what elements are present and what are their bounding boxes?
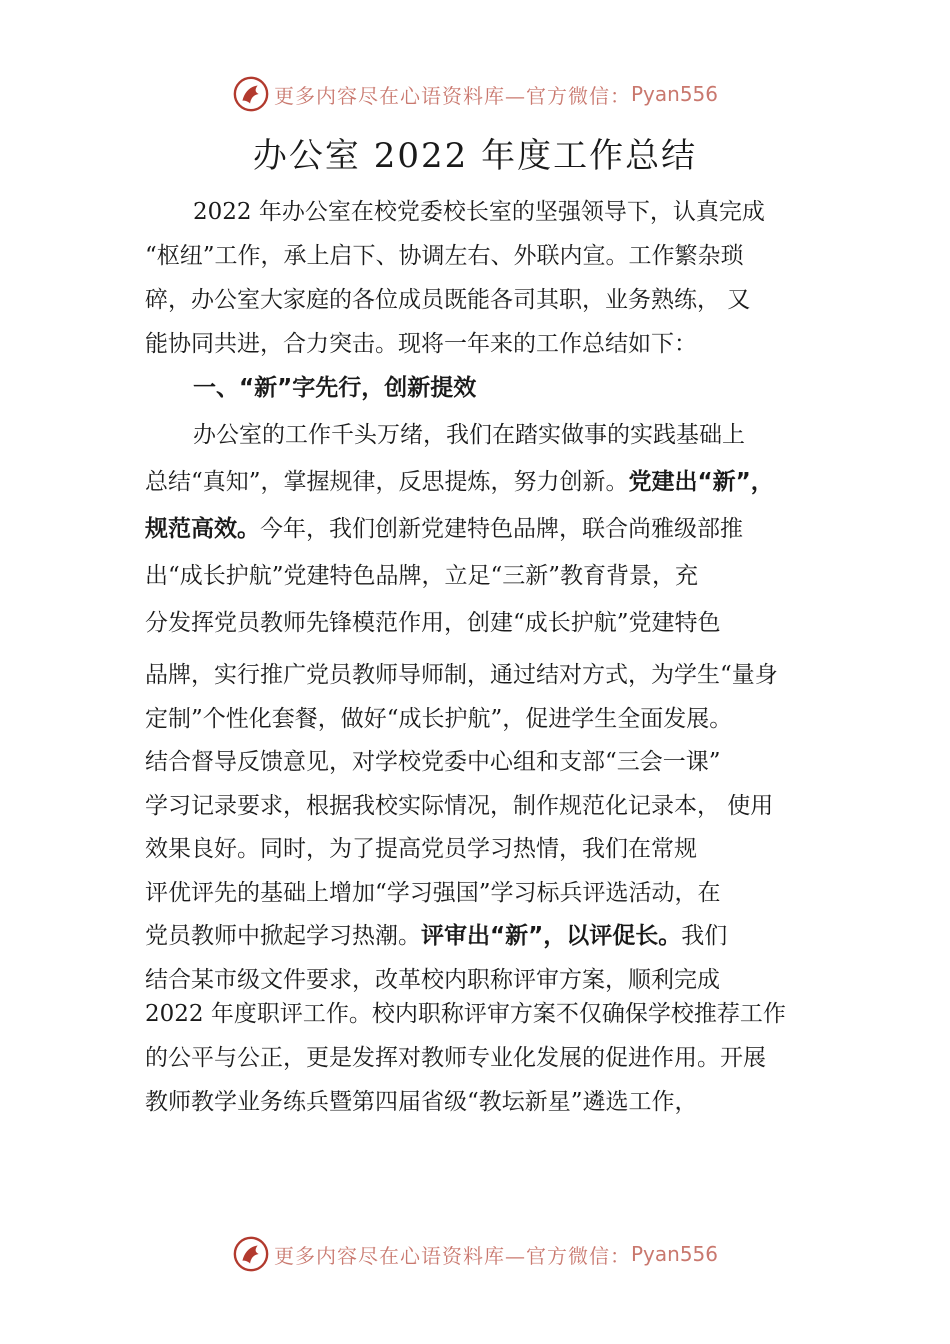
body-line: 分发挥党员教师先锋模范作用，创建“成长护航”党建特色 xyxy=(145,610,721,636)
section-1-body-end xyxy=(145,992,825,1124)
watermark-id: Pyan556 xyxy=(630,1242,718,1266)
bold-highlight: 党建出“新”， xyxy=(628,469,774,495)
watermark-text: 更多内容尽在心语资料库—官方微信： xyxy=(273,83,631,108)
body-text: 今年，我们创新党建特色品牌，联合尚雅级部推 xyxy=(260,516,743,542)
bold-highlight: 规范高效。 xyxy=(145,516,260,542)
section-1-heading: 一、“新”字先行，创新提效 xyxy=(193,375,477,401)
watermark-header xyxy=(0,72,950,116)
intro-line: 能协同共进，合力突击。现将一年来的工作总结如下： xyxy=(145,331,697,357)
body-line xyxy=(145,506,825,553)
section-1-body xyxy=(145,412,825,647)
body-line: 学习记录要求，根据我校实际情况，制作规范化记录本， 使用 xyxy=(145,792,774,819)
body-text: 我们 xyxy=(681,923,728,949)
body-line: 结合督导反馈意见，对学校党委中心组和支部“三会一课” xyxy=(145,749,721,775)
watermark-footer xyxy=(0,1232,950,1276)
intro-line: 碎，办公室大家庭的各位成员既能各司其职，业务熟练， 又 xyxy=(145,287,751,313)
horse-logo-icon xyxy=(232,75,270,113)
body-line: 2022 年度职评工作。校内职称评审方案不仅确保学校推荐工作 xyxy=(145,1001,786,1027)
body-line: 评优评先的基础上增加“学习强国”学习标兵评选活动，在 xyxy=(145,879,721,906)
intro-paragraph xyxy=(145,190,825,366)
section-1-body-cont xyxy=(145,654,825,1002)
watermark-text: 更多内容尽在心语资料库—官方微信： xyxy=(273,1243,631,1268)
body-line: 的公平与公正，更是发挥对教师专业化发展的促进作用。开展 xyxy=(145,1045,766,1071)
intro-line: 2022 年办公室在校党委校长室的坚强领导下，认真完成 xyxy=(193,199,765,225)
body-text: 党员教师中掀起学习热潮。 xyxy=(145,923,421,949)
body-line: 效果良好。同时，为了提高党员学习热情，我们在常规 xyxy=(145,836,697,862)
bold-highlight: 评审出“新”，以评促长。 xyxy=(421,923,682,949)
body-text: 总结“真知”，掌握规律，反思提炼，努力创新。 xyxy=(145,469,629,495)
body-line: 定制”个性化套餐，做好“成长护航”，促进学生全面发展。 xyxy=(145,705,733,732)
body-line xyxy=(145,459,825,506)
intro-line: “枢纽”工作，承上启下、协调左右、外联内宣。工作繁杂琐 xyxy=(145,243,744,269)
body-line xyxy=(145,915,825,959)
section-heading xyxy=(145,366,825,410)
watermark-id: Pyan556 xyxy=(630,82,718,106)
body-line: 办公室的工作千头万绪，我们在踏实做事的实践基础上 xyxy=(193,422,745,448)
horse-logo-icon xyxy=(232,1235,270,1273)
body-line: 结合某市级文件要求，改革校内职称评审方案，顺利完成 xyxy=(145,966,720,993)
body-line: 品牌，实行推广党员教师导师制，通过结对方式，为学生“量身 xyxy=(145,662,778,688)
body-line: 教师教学业务练兵暨第四届省级“教坛新星”遴选工作， xyxy=(145,1089,698,1115)
body-line: 出“成长护航”党建特色品牌，立足“三新”教育背景，充 xyxy=(145,563,699,589)
document-title: 办公室 2022 年度工作总结 xyxy=(252,136,698,176)
